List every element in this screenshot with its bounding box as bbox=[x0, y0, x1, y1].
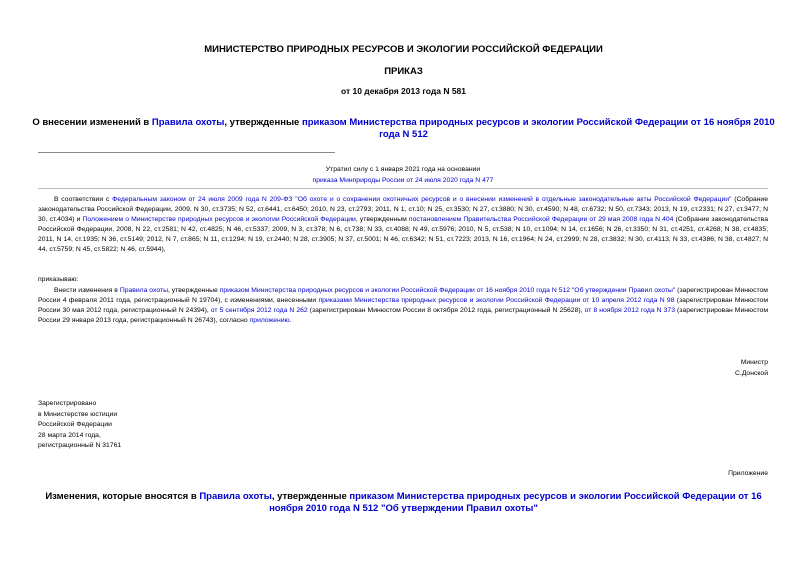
hunting-rules-link[interactable]: Правила охоты bbox=[151, 117, 225, 128]
order-date: от 10 декабря 2013 года N 581 bbox=[340, 86, 467, 96]
signature-name: С.Донской bbox=[734, 370, 768, 377]
divider bbox=[38, 188, 768, 189]
title-text: О внесении изменений в bbox=[32, 117, 152, 128]
repeal-order-link[interactable]: приказа Минприроды России от 24 июля 2020 года N 477 bbox=[312, 177, 494, 184]
text: (зарегистрирован Минюстом России 30 мая 2012 года, регистрационный N 24394), bbox=[38, 297, 769, 314]
signature-block bbox=[735, 357, 768, 379]
title-text: , утвержденные bbox=[271, 491, 350, 502]
order-373-link[interactable]: от 8 ноября 2012 года N 373 bbox=[584, 307, 675, 314]
registration-block bbox=[38, 399, 121, 452]
registration-line: в Министерстве юстиции bbox=[38, 410, 118, 418]
title-text: , утвержденные bbox=[224, 117, 302, 128]
appendix-label: Приложение bbox=[728, 470, 768, 477]
preamble-paragraph bbox=[38, 195, 768, 255]
appendix-link[interactable]: приложению bbox=[249, 317, 290, 324]
body-paragraph bbox=[38, 286, 768, 326]
federal-law-link[interactable]: Федеральным законом от 24 июля 2009 года N 209-ФЗ "Об охоте и о сохранении охотничьих ресурсов и о внесении изменений в отдельные законодательные акты Российской Федерации" bbox=[112, 196, 732, 203]
registration-line: Российской Федерации bbox=[38, 421, 112, 428]
text: (зарегистрирован Минюстом России 8 октября 2012 года, регистрационный N 25628), bbox=[307, 307, 585, 314]
text: , утвержденные bbox=[167, 287, 220, 294]
hunting-rules-link[interactable]: Правила охоты bbox=[199, 491, 272, 502]
ministry-regulation-link[interactable]: Положением о Министерстве природных ресурсов и экологии Российской Федерации bbox=[82, 216, 356, 223]
ministry-heading: МИНИСТЕРСТВО ПРИРОДНЫХ РЕСУРСОВ И ЭКОЛОГИИ РОССИЙСКОЙ ФЕДЕРАЦИИ bbox=[204, 44, 603, 55]
status-text: Утратил силу с 1 января 2021 года на основании bbox=[325, 166, 481, 173]
registration-line: Зарегистрировано bbox=[38, 400, 97, 407]
text: (зарегистрирован Минюстом России 4 февраля 2011 года, регистрационный N 19704), с изменениями, внесенными bbox=[38, 287, 768, 304]
government-decree-link[interactable]: постановлением Правительства Российской Федерации от 29 мая 2008 года N 404 bbox=[408, 216, 674, 223]
signature-position: Министр bbox=[740, 359, 768, 366]
order-512-link[interactable]: приказом Министерства природных ресурсов и экологии Российской Федерации от 16 ноября 2010 года N 512 bbox=[301, 117, 775, 140]
registration-line: 28 марта 2014 года, bbox=[38, 431, 101, 439]
changes-title bbox=[30, 491, 777, 515]
order-512-link[interactable]: приказом Министерства природных ресурсов и экологии Российской Федерации от 16 ноября 2010 года N 512 "Об утверждении Правил охоты" bbox=[269, 491, 762, 514]
text: (Собрание законодательства Российской Федерации, 2008, N 22, ст.2581; N 42, ст.4825; N 46, ст.5337; 2009, N 3, ст.378; N 6, ст.738; N 33, ст.4088; N 49, ст.5976; 2010, N 5, ст.538; N 10, ст.1094; N 14, ст.1656; N 26, ст.3350; N 31, ст.4251, ст.4268; N 38, ст.4835; 2011, N 14, ст.1935; N 36, ст.5149; 2012, N 7, ст.865; N 11, ст.1294; N 19, ст.2440; N 28, ст.3905; N 37, ст.5001; N 46, ст.6342; N 51, ст.7223; 2013, N 16, ст.1964; N 24, ст.2999; N 28, ст.3832; N 30, ст.4113, N 33, ст.4386; N 38, ст.4827; N 44, ст.5759; N 45, ст.5822; N 46, ст.5944), bbox=[38, 216, 768, 253]
divider bbox=[38, 152, 335, 153]
title-text: Изменения, которые вносятся в bbox=[45, 491, 200, 502]
document-title bbox=[30, 117, 777, 141]
text: (зарегистрирован Минюстом России 29 января 2013 года, регистрационный N 26743), согласно bbox=[38, 307, 769, 324]
order-262-link[interactable]: от 5 сентября 2012 года N 262 bbox=[210, 307, 308, 314]
order-512-link[interactable]: приказом Министерства природных ресурсов и экологии Российской Федерации от 16 ноября 2010 года N 512 "Об утверждении Правил охоты" bbox=[219, 287, 676, 294]
text: Внести изменения в bbox=[54, 287, 120, 294]
text: . bbox=[289, 317, 292, 324]
registration-line: регистрационный N 31761 bbox=[38, 442, 122, 449]
order-98-link[interactable]: приказами Министерства природных ресурсов и экологии Российской Федерации от 10 апреля 2012 года N 98 bbox=[318, 297, 675, 304]
text: (Собрание законодательства Российской Федерации, 2009, N 30, ст.3735; N 52, ст.6441, ст.6450; 2010, N 23, ст.2793; 2011, N 1, ст.10; N 25, ст.3530; N 27, ст.3880; N 30, ст.4590; N 48, ст.6732; N 50, ст.7343; 2013, N 19, ст.2331; N 27, ст.3477; N 30, ст.4034) и bbox=[38, 196, 768, 223]
text: В соответствии с bbox=[54, 196, 113, 203]
text: , утвержденным bbox=[355, 216, 409, 223]
status-note bbox=[38, 164, 768, 186]
order-word: приказываю: bbox=[38, 276, 79, 283]
order-heading: ПРИКАЗ bbox=[384, 66, 423, 77]
hunting-rules-link[interactable]: Правила охоты bbox=[119, 287, 168, 294]
